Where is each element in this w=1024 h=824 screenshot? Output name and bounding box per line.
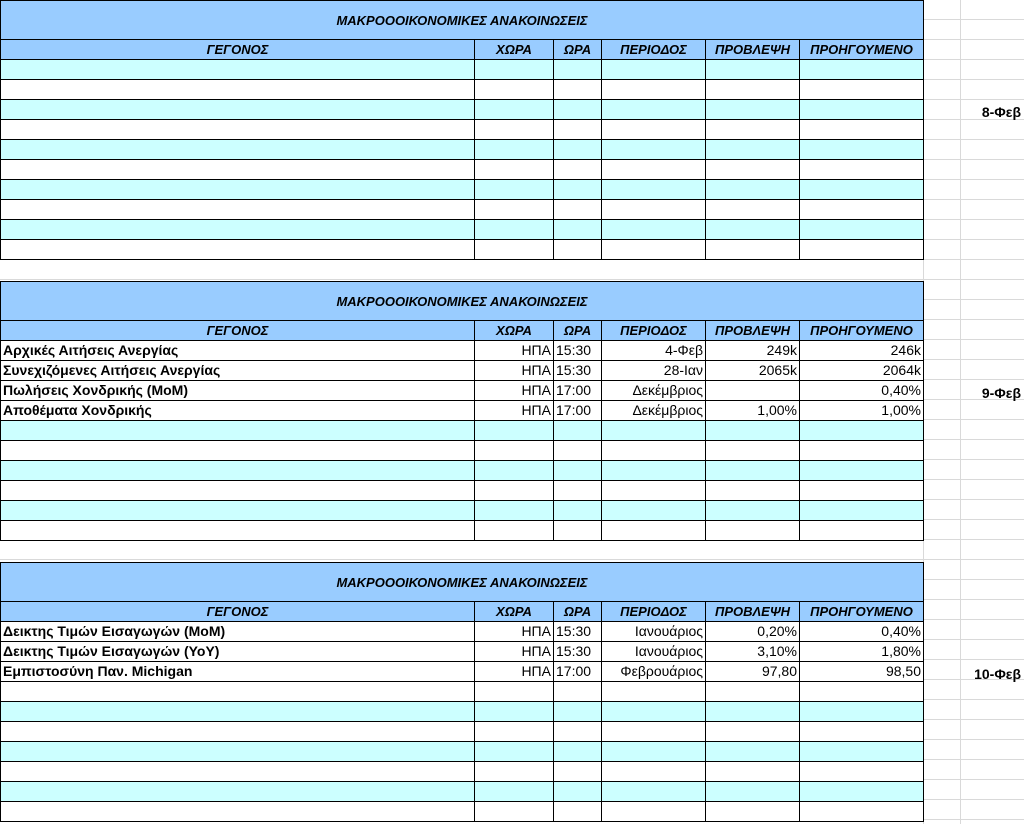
empty-cell[interactable] [554, 762, 602, 782]
empty-cell[interactable] [475, 180, 554, 200]
empty-cell[interactable] [554, 742, 602, 762]
empty-table-row [0, 60, 924, 80]
empty-cell[interactable] [602, 140, 706, 160]
previous-value-cell[interactable]: 1,80% [800, 642, 924, 662]
empty-cell[interactable] [0, 501, 475, 521]
forecast-cell[interactable] [706, 381, 800, 401]
empty-cell[interactable] [554, 441, 602, 461]
empty-table-row [0, 501, 924, 521]
empty-table-row [0, 722, 924, 742]
empty-table-row [0, 762, 924, 782]
empty-table-row [0, 100, 924, 120]
empty-table-row [0, 682, 924, 702]
empty-cell[interactable] [475, 702, 554, 722]
empty-cell[interactable] [0, 140, 475, 160]
empty-cell[interactable] [800, 441, 924, 461]
empty-table-row [0, 421, 924, 441]
period-cell[interactable]: Φεβρουάριος [602, 662, 706, 682]
table-row [0, 622, 924, 642]
table-row [0, 381, 924, 401]
empty-cell[interactable] [800, 742, 924, 762]
empty-cell[interactable] [0, 481, 475, 501]
empty-cell[interactable] [706, 461, 800, 481]
empty-table-row [0, 521, 924, 541]
country-column-header[interactable]: ΧΩΡΑ [475, 602, 554, 622]
empty-cell[interactable] [706, 180, 800, 200]
previous-value-cell[interactable]: 0,40% [800, 622, 924, 642]
empty-cell[interactable] [475, 421, 554, 441]
empty-cell[interactable] [0, 802, 475, 822]
time-column-header[interactable]: ΩΡΑ [554, 321, 602, 341]
empty-cell[interactable] [554, 722, 602, 742]
empty-cell[interactable] [554, 802, 602, 822]
empty-cell[interactable] [800, 100, 924, 120]
date-label[interactable]: 8-Φεβ [981, 104, 1021, 120]
empty-cell[interactable] [800, 682, 924, 702]
empty-cell[interactable] [602, 180, 706, 200]
empty-cell[interactable] [475, 501, 554, 521]
empty-cell[interactable] [706, 742, 800, 762]
release-time-cell[interactable]: 17:00 [554, 662, 602, 682]
event-name-cell[interactable]: Εμπιστοσύνη Παν. Michigan [0, 662, 475, 682]
previous-column-header[interactable]: ΠΡΟΗΓΟΥΜΕΝΟ [800, 321, 924, 341]
table-row [0, 341, 924, 361]
empty-cell[interactable] [800, 782, 924, 802]
empty-cell[interactable] [0, 200, 475, 220]
empty-cell[interactable] [602, 120, 706, 140]
empty-cell[interactable] [602, 722, 706, 742]
column-header-row [0, 321, 924, 341]
event-name-cell[interactable]: Πωλήσεις Χονδρικής (MoM) [0, 381, 475, 401]
empty-cell[interactable] [800, 521, 924, 541]
release-time-cell[interactable]: 15:30 [554, 341, 602, 361]
table-row [0, 361, 924, 381]
period-cell[interactable]: Ιανουάριος [602, 622, 706, 642]
empty-cell[interactable] [800, 200, 924, 220]
previous-value-cell[interactable]: 0,40% [800, 381, 924, 401]
empty-cell[interactable] [554, 80, 602, 100]
empty-cell[interactable] [554, 682, 602, 702]
empty-cell[interactable] [0, 60, 475, 80]
empty-cell[interactable] [602, 501, 706, 521]
period-column-header[interactable]: ΠΕΡΙΟΔΟΣ [602, 602, 706, 622]
empty-cell[interactable] [602, 782, 706, 802]
previous-value-cell[interactable]: 1,00% [800, 401, 924, 421]
empty-cell[interactable] [800, 702, 924, 722]
empty-cell[interactable] [800, 240, 924, 260]
period-cell[interactable]: 28-Ιαν [602, 361, 706, 381]
empty-cell[interactable] [0, 180, 475, 200]
calendar-section [0, 562, 924, 822]
empty-cell[interactable] [800, 501, 924, 521]
empty-cell[interactable] [706, 441, 800, 461]
empty-cell[interactable] [475, 60, 554, 80]
empty-table-row [0, 220, 924, 240]
empty-cell[interactable] [554, 421, 602, 441]
empty-cell[interactable] [602, 702, 706, 722]
empty-cell[interactable] [0, 762, 475, 782]
forecast-cell[interactable]: 0,20% [706, 622, 800, 642]
empty-cell[interactable] [0, 120, 475, 140]
empty-table-row [0, 160, 924, 180]
country-cell[interactable]: ΗΠΑ [475, 401, 554, 421]
release-time-cell[interactable]: 17:00 [554, 381, 602, 401]
empty-table-row [0, 802, 924, 822]
empty-cell[interactable] [800, 220, 924, 240]
empty-table-row [0, 461, 924, 481]
empty-cell[interactable] [475, 140, 554, 160]
empty-cell[interactable] [554, 481, 602, 501]
forecast-cell[interactable]: 1,00% [706, 401, 800, 421]
empty-cell[interactable] [800, 802, 924, 822]
empty-cell[interactable] [800, 60, 924, 80]
empty-cell[interactable] [706, 481, 800, 501]
empty-cell[interactable] [602, 682, 706, 702]
event-name-cell[interactable]: Αποθέματα Χονδρικής [0, 401, 475, 421]
empty-cell[interactable] [475, 742, 554, 762]
forecast-column-header[interactable]: ΠΡΟΒΛΕΨΗ [706, 40, 800, 60]
empty-cell[interactable] [602, 481, 706, 501]
country-cell[interactable]: ΗΠΑ [475, 361, 554, 381]
previous-value-cell[interactable]: 98,50 [800, 662, 924, 682]
empty-cell[interactable] [475, 200, 554, 220]
period-column-header[interactable]: ΠΕΡΙΟΔΟΣ [602, 321, 706, 341]
empty-cell[interactable] [706, 160, 800, 180]
empty-cell[interactable] [706, 722, 800, 742]
empty-cell[interactable] [554, 702, 602, 722]
empty-cell[interactable] [0, 742, 475, 762]
empty-cell[interactable] [602, 160, 706, 180]
empty-cell[interactable] [475, 120, 554, 140]
country-cell[interactable]: ΗΠΑ [475, 341, 554, 361]
empty-cell[interactable] [554, 501, 602, 521]
empty-cell[interactable] [0, 461, 475, 481]
empty-cell[interactable] [475, 160, 554, 180]
empty-cell[interactable] [475, 521, 554, 541]
empty-cell[interactable] [706, 682, 800, 702]
empty-cell[interactable] [554, 220, 602, 240]
empty-cell[interactable] [800, 762, 924, 782]
empty-cell[interactable] [554, 240, 602, 260]
empty-cell[interactable] [475, 762, 554, 782]
empty-cell[interactable] [706, 421, 800, 441]
section-title[interactable]: ΜΑΚΡΟΟΟΙΚΟΝΟΜΙΚΕΣ ΑΝΑΚΟΙΝΩΣΕΙΣ [0, 0, 924, 40]
event-column-header[interactable]: ΓΕΓΟΝΟΣ [0, 321, 475, 341]
empty-cell[interactable] [475, 782, 554, 802]
empty-cell[interactable] [800, 461, 924, 481]
empty-table-row [0, 240, 924, 260]
column-header-row [0, 602, 924, 622]
event-name-cell[interactable]: Συνεχιζόμενες Αιτήσεις Ανεργίας [0, 361, 475, 381]
calendar-section [0, 0, 924, 260]
empty-cell[interactable] [706, 802, 800, 822]
event-name-cell[interactable]: Δεικτης Τιμών Εισαγωγών (MoM) [0, 622, 475, 642]
release-time-cell[interactable]: 17:00 [554, 401, 602, 421]
empty-cell[interactable] [602, 742, 706, 762]
empty-cell[interactable] [706, 140, 800, 160]
empty-cell[interactable] [475, 220, 554, 240]
empty-cell[interactable] [554, 461, 602, 481]
previous-column-header[interactable]: ΠΡΟΗΓΟΥΜΕΝΟ [800, 602, 924, 622]
empty-cell[interactable] [800, 481, 924, 501]
empty-cell[interactable] [800, 140, 924, 160]
empty-cell[interactable] [602, 802, 706, 822]
country-cell[interactable]: ΗΠΑ [475, 622, 554, 642]
release-time-cell[interactable]: 15:30 [554, 361, 602, 381]
empty-cell[interactable] [602, 421, 706, 441]
time-column-header[interactable]: ΩΡΑ [554, 602, 602, 622]
empty-cell[interactable] [602, 220, 706, 240]
period-cell[interactable]: Ιανουάριος [602, 642, 706, 662]
empty-cell[interactable] [602, 80, 706, 100]
empty-cell[interactable] [602, 100, 706, 120]
empty-cell[interactable] [706, 200, 800, 220]
table-row [0, 401, 924, 421]
empty-cell[interactable] [602, 240, 706, 260]
country-column-header[interactable]: ΧΩΡΑ [475, 321, 554, 341]
table-row [0, 662, 924, 682]
forecast-cell[interactable]: 3,10% [706, 642, 800, 662]
empty-cell[interactable] [475, 481, 554, 501]
forecast-cell[interactable]: 249k [706, 341, 800, 361]
date-label[interactable]: 9-Φεβ [981, 385, 1021, 401]
empty-cell[interactable] [706, 100, 800, 120]
empty-cell[interactable] [706, 80, 800, 100]
empty-cell[interactable] [0, 521, 475, 541]
empty-cell[interactable] [554, 180, 602, 200]
column-header-row [0, 40, 924, 60]
release-time-cell[interactable]: 15:30 [554, 642, 602, 662]
empty-cell[interactable] [800, 80, 924, 100]
empty-table-row [0, 782, 924, 802]
empty-table-row [0, 481, 924, 501]
empty-cell[interactable] [706, 120, 800, 140]
empty-cell[interactable] [554, 200, 602, 220]
empty-table-row [0, 140, 924, 160]
empty-table-row [0, 120, 924, 140]
empty-cell[interactable] [0, 682, 475, 702]
empty-cell[interactable] [554, 100, 602, 120]
event-name-cell[interactable]: Αρχικές Αιτήσεις Ανεργίας [0, 341, 475, 361]
empty-cell[interactable] [0, 160, 475, 180]
empty-cell[interactable] [475, 682, 554, 702]
calendar-section [0, 281, 924, 541]
previous-value-cell[interactable]: 2064k [800, 361, 924, 381]
empty-cell[interactable] [602, 521, 706, 541]
empty-cell[interactable] [0, 782, 475, 802]
empty-cell[interactable] [706, 60, 800, 80]
country-cell[interactable]: ΗΠΑ [475, 642, 554, 662]
empty-table-row [0, 200, 924, 220]
table-row [0, 642, 924, 662]
empty-cell[interactable] [0, 100, 475, 120]
empty-cell[interactable] [706, 762, 800, 782]
event-name-cell[interactable]: Δεικτης Τιμών Εισαγωγών (YoY) [0, 642, 475, 662]
empty-cell[interactable] [800, 160, 924, 180]
empty-cell[interactable] [800, 180, 924, 200]
empty-table-row [0, 180, 924, 200]
empty-table-row [0, 742, 924, 762]
section-title[interactable]: ΜΑΚΡΟΟΟΙΚΟΝΟΜΙΚΕΣ ΑΝΑΚΟΙΝΩΣΕΙΣ [0, 562, 924, 602]
event-column-header[interactable]: ΓΕΓΟΝΟΣ [0, 40, 475, 60]
empty-cell[interactable] [475, 722, 554, 742]
period-cell[interactable]: 4-Φεβ [602, 341, 706, 361]
empty-cell[interactable] [602, 60, 706, 80]
empty-cell[interactable] [554, 160, 602, 180]
empty-cell[interactable] [0, 722, 475, 742]
empty-cell[interactable] [800, 722, 924, 742]
empty-cell[interactable] [602, 762, 706, 782]
empty-cell[interactable] [602, 441, 706, 461]
empty-cell[interactable] [475, 100, 554, 120]
empty-cell[interactable] [0, 240, 475, 260]
previous-value-cell[interactable]: 246k [800, 341, 924, 361]
empty-cell[interactable] [554, 120, 602, 140]
empty-cell[interactable] [554, 782, 602, 802]
empty-cell[interactable] [800, 421, 924, 441]
empty-cell[interactable] [475, 80, 554, 100]
empty-cell[interactable] [706, 240, 800, 260]
empty-cell[interactable] [0, 441, 475, 461]
empty-table-row [0, 80, 924, 100]
empty-cell[interactable] [0, 220, 475, 240]
empty-cell[interactable] [475, 461, 554, 481]
empty-cell[interactable] [706, 702, 800, 722]
previous-column-header[interactable]: ΠΡΟΗΓΟΥΜΕΝΟ [800, 40, 924, 60]
time-column-header[interactable]: ΩΡΑ [554, 40, 602, 60]
empty-table-row [0, 441, 924, 461]
empty-cell[interactable] [706, 782, 800, 802]
country-cell[interactable]: ΗΠΑ [475, 381, 554, 401]
forecast-cell[interactable]: 2065k [706, 361, 800, 381]
empty-cell[interactable] [0, 702, 475, 722]
empty-cell[interactable] [554, 140, 602, 160]
period-cell[interactable]: Δεκέμβριος [602, 401, 706, 421]
country-column-header[interactable]: ΧΩΡΑ [475, 40, 554, 60]
empty-cell[interactable] [554, 60, 602, 80]
empty-cell[interactable] [800, 120, 924, 140]
forecast-column-header[interactable]: ΠΡΟΒΛΕΨΗ [706, 602, 800, 622]
empty-cell[interactable] [706, 220, 800, 240]
empty-cell[interactable] [475, 802, 554, 822]
empty-cell[interactable] [554, 521, 602, 541]
empty-cell[interactable] [0, 80, 475, 100]
country-cell[interactable]: ΗΠΑ [475, 662, 554, 682]
period-column-header[interactable]: ΠΕΡΙΟΔΟΣ [602, 40, 706, 60]
empty-cell[interactable] [706, 521, 800, 541]
empty-table-row [0, 702, 924, 722]
forecast-column-header[interactable]: ΠΡΟΒΛΕΨΗ [706, 321, 800, 341]
period-cell[interactable]: Δεκέμβριος [602, 381, 706, 401]
empty-cell[interactable] [602, 200, 706, 220]
empty-cell[interactable] [602, 461, 706, 481]
forecast-cell[interactable]: 97,80 [706, 662, 800, 682]
date-label[interactable]: 10-Φεβ [974, 666, 1021, 682]
empty-cell[interactable] [475, 240, 554, 260]
event-column-header[interactable]: ΓΕΓΟΝΟΣ [0, 602, 475, 622]
empty-cell[interactable] [0, 421, 475, 441]
empty-cell[interactable] [475, 441, 554, 461]
section-title[interactable]: ΜΑΚΡΟΟΟΙΚΟΝΟΜΙΚΕΣ ΑΝΑΚΟΙΝΩΣΕΙΣ [0, 281, 924, 321]
empty-cell[interactable] [706, 501, 800, 521]
release-time-cell[interactable]: 15:30 [554, 622, 602, 642]
